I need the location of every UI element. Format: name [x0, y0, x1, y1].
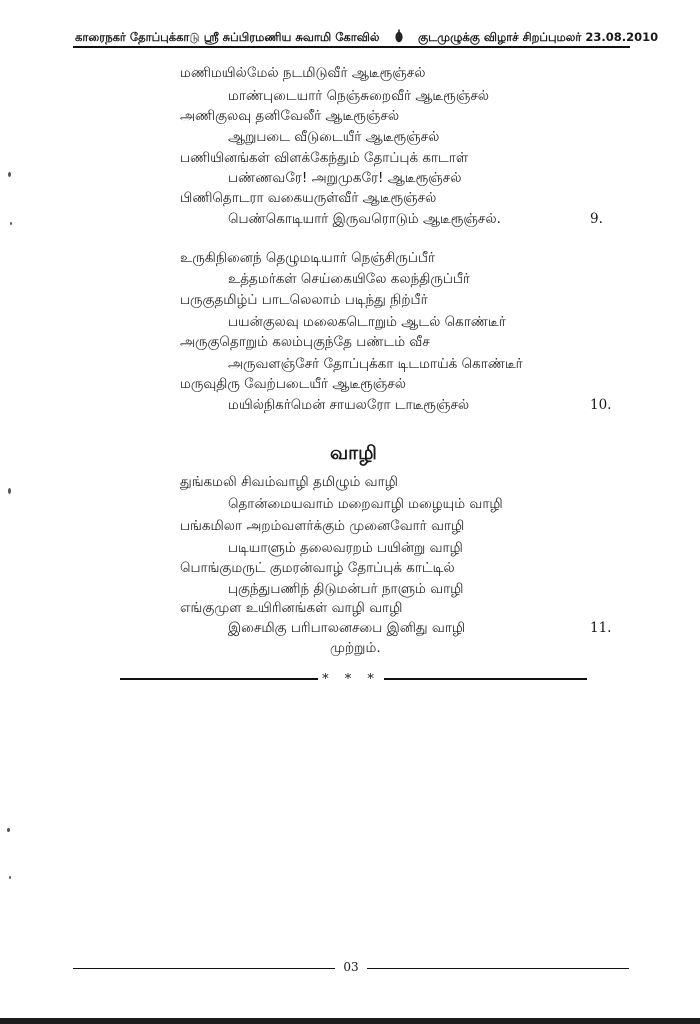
temple-emblem-icon — [394, 29, 404, 43]
verse-line: பிணிதொடரா வகையருள்வீர் ஆடீரூஞ்சல் — [180, 190, 437, 206]
footer-rule-right — [367, 968, 629, 969]
section-heading-vaazhi: வாழி — [330, 442, 377, 464]
verse-line: ஆறுபடை வீடுடையீர் ஆடீரூஞ்சல் — [228, 129, 440, 145]
verse-line: பருகுதமிழ்ப் பாடலெலாம் படிந்து நிற்பீர் — [180, 292, 428, 308]
verse-line: மருவுதிரு வேற்படையீர் ஆடீரூஞ்சல் — [180, 376, 406, 392]
scan-speck — [7, 828, 10, 832]
verse-number: 11. — [590, 620, 612, 636]
verse-line: பணியினங்கள் விளக்கேந்தும் தோப்புக் காடாள் — [180, 150, 469, 166]
header-souvenir-date: குடமுழுக்கு விழாச் சிறப்புமலர் 23.08.2010 — [418, 30, 659, 44]
verse-line: இசைமிகு பரிபாலனசபை இனிது வாழி — [228, 620, 466, 636]
verse-line: துங்கமலி சிவம்வாழி தமிழும் வாழி — [180, 474, 398, 490]
verse-line: அருகுதொறும் கலம்புகுந்தே பண்டம் வீச — [180, 334, 430, 350]
verse-number: 10. — [590, 397, 612, 413]
scan-speck — [10, 222, 12, 225]
footer-rule-left — [73, 968, 335, 969]
page-number: 03 — [343, 960, 359, 974]
verse-line: மாண்புடையார் நெஞ்சுறைவீர் ஆடீரூஞ்சல் — [228, 88, 489, 104]
verse-line: பெண்கொடியார் இருவரொடும் ஆடீரூஞ்சல். — [228, 211, 501, 227]
scan-bottom-edge — [0, 1018, 700, 1024]
verse-line: பங்கமிலா அறம்வளர்க்கும் முனைவோர் வாழி — [180, 518, 465, 534]
verse-line: அருவளஞ்சேர் தோப்புக்கா டிடமாய்க் கொண்டீர் — [228, 356, 523, 372]
verse-line: புகுந்துபணிந் திடுமன்பர் நாளும் வாழி — [228, 581, 464, 597]
verse-line: மயில்நிகர்மென் சாயலரோ டாடீரூஞ்சல் — [228, 397, 470, 413]
ornament-rule-right — [384, 678, 587, 680]
scan-speck — [9, 876, 11, 879]
verse-line: உத்தமர்கள் செய்கையிலே கலந்திருப்பீர் — [228, 271, 470, 287]
verse-number: 9. — [590, 211, 603, 227]
verse-line: உருகிநினைந் தெழுமடியார் நெஞ்சிருப்பீர் — [180, 250, 436, 266]
verse-line: படியாளும் தலைவரறம் பயின்று வாழி — [228, 540, 463, 556]
verse-line: மணிமயில்மேல் நடமிடுவீர் ஆடீரூஞ்சல் — [180, 65, 426, 81]
verse-line: எங்குமுள உயிரினங்கள் வாழி வாழி — [180, 600, 403, 616]
end-marker: முற்றும். — [330, 640, 381, 656]
header-divider — [73, 46, 630, 48]
scan-speck — [8, 488, 11, 494]
scan-speck — [8, 172, 11, 177]
verse-line: அணிகுலவு தனிவேலீர் ஆடீரூஞ்சல் — [180, 108, 400, 124]
header-temple-title: காரைநகர் தோப்புக்காடு ஸ்ரீ சுப்பிரமணிய சுவாமி கோவில் — [75, 30, 380, 44]
verse-line: பயன்குலவு மலைகடொறும் ஆடல் கொண்டீர் — [228, 314, 506, 330]
verse-line: தொன்மையவாம் மறைவாழி மழையும் வாழி — [228, 496, 503, 512]
ornament-rule-left — [120, 678, 318, 680]
verse-line: பொங்குமருட் குமரன்வாழ் தோப்புக் காட்டில் — [180, 560, 455, 576]
verse-line: பண்ணவரே! அறுமுகரே! ஆடீரூஞ்சல் — [228, 170, 462, 186]
ornament-stars: * * * — [322, 672, 380, 687]
